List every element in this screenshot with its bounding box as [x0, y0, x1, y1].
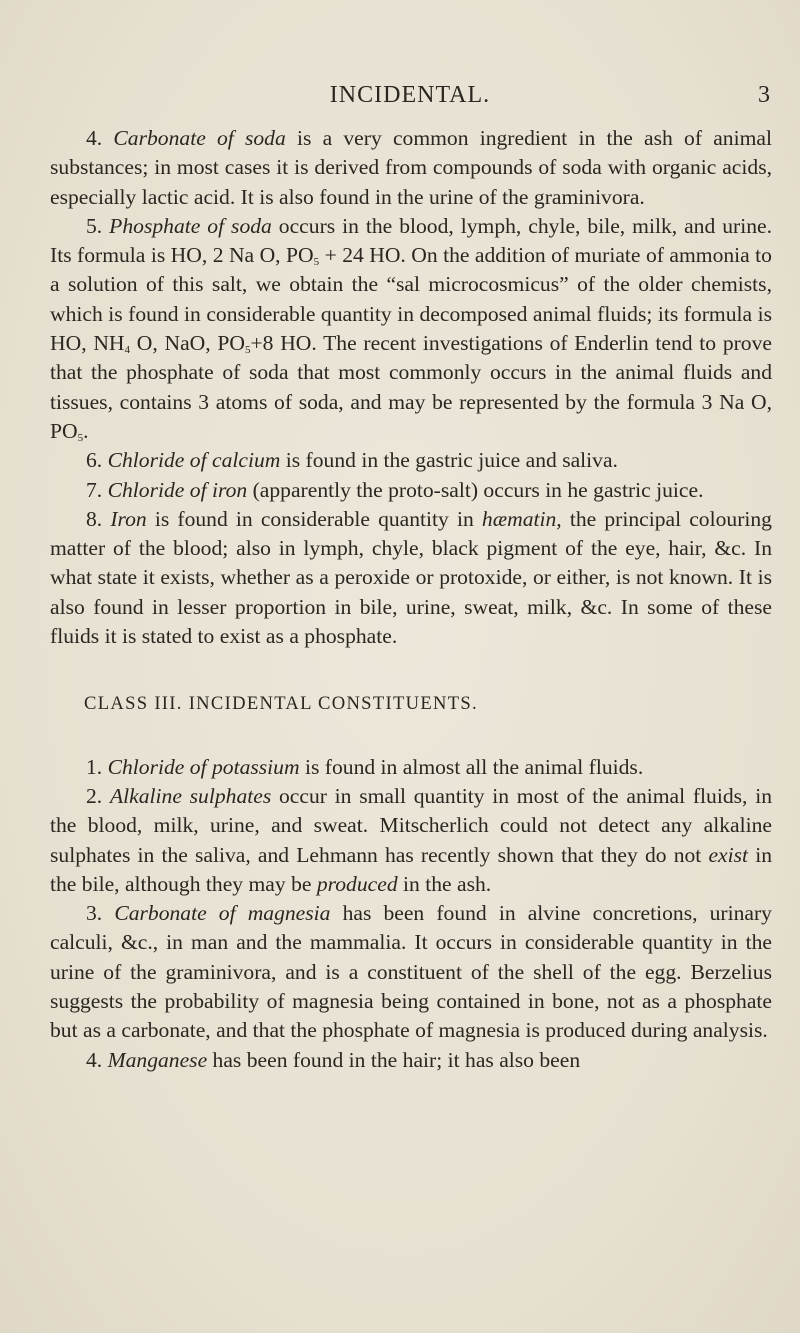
item-number: 1.	[86, 754, 103, 779]
item-text: has been found in the hair; it has also been	[207, 1047, 581, 1072]
paragraph-carbonate-of-soda	[50, 124, 772, 212]
item-text: is a very common ingredient in the ash of animal substances; in most cases it is derived from compounds of soda with organic acids, especially lactic acid. It is also found in the urine of the graminivora.	[50, 126, 772, 209]
paragraph-chloride-of-potassium	[50, 753, 772, 782]
emphasis: hæmatin,	[481, 506, 562, 531]
item-lead: Chloride of potassium	[107, 754, 300, 779]
item-text: in the bile, although they may be	[50, 842, 772, 896]
subscript: 5	[313, 256, 320, 269]
item-number: 2.	[86, 783, 103, 808]
item-number: 7.	[86, 477, 103, 502]
section-heading: CLASS III. INCIDENTAL CONSTITUENTS.	[84, 693, 478, 715]
item-number: 3.	[86, 901, 103, 926]
paragraph-iron	[50, 505, 772, 651]
item-lead: Iron	[110, 506, 147, 531]
item-lead: Chloride of calcium	[107, 448, 281, 473]
emphasis: exist	[708, 842, 749, 867]
subscript: 4	[124, 344, 131, 357]
page-number: 3	[758, 82, 770, 108]
subscript: 5	[244, 344, 251, 357]
emphasis: produced	[316, 871, 398, 896]
item-text: +8 HO. The recent investigations of Enderlin tend to prove that the phosphate of soda that most commonly occurs in the animal fluids and tissues, contains 3 atoms of soda, and may be represented by the formula 3 Na O, PO	[50, 331, 772, 443]
item-lead: Alkaline sulphates	[109, 783, 272, 808]
item-text: has been found in alvine concretions, urinary calculi, &c., in man and the mammalia. It occurs in considerable quantity in the urine of the graminivora, and is a constituent of the shell of the egg. Berzelius suggests the probability of magnesia being contained in bone, not as a phosphate but as a carbonate, and that the phosphate of magnesia is produced during analysis.	[50, 901, 772, 1043]
item-text: is found in almost all the animal fluids.	[299, 754, 644, 779]
item-text: occur in small quantity in most of the animal fluids, in the blood, milk, urine, and sweat. Mitscherlich could not detect any alkaline sulphates in the saliva, and Lehmann has recently shown that they do not	[50, 783, 772, 867]
subscript: 5	[77, 431, 84, 444]
item-lead: Chloride of iron	[107, 477, 248, 502]
item-number: 4.	[86, 1047, 103, 1072]
item-lead: Phosphate of soda	[109, 213, 272, 238]
item-number: 5.	[86, 213, 103, 238]
paragraph-carbonate-of-magnesia	[50, 899, 772, 1045]
paragraph-phosphate-of-soda	[50, 212, 772, 446]
item-lead: Carbonate of soda	[113, 126, 286, 150]
item-text: is found in the gastric juice and saliva.	[280, 448, 618, 473]
paragraph-manganese	[50, 1046, 772, 1075]
item-text: .	[83, 418, 89, 443]
item-text: (apparently the proto-salt) occurs in he gastric juice.	[247, 477, 704, 502]
item-number: 8.	[86, 506, 103, 531]
item-lead: Manganese	[107, 1047, 208, 1072]
item-text: in the ash.	[397, 871, 492, 896]
running-title: INCIDENTAL.	[329, 82, 491, 108]
running-header	[50, 80, 770, 110]
paragraph-alkaline-sulphates	[50, 782, 772, 899]
item-text: the principal colouring matter of the blood; also in lymph, chyle, black pigment of the eye, hair, &c. In what state it exists, whether as a peroxide or protoxide, or either, is not known. It is also found in lesser proportion in bile, urine, sweat, milk, &c. In some of these fluids it is stated to exist as a phosphate.	[50, 506, 772, 649]
item-text: + 24 HO. On the addition of muriate of ammonia to a solution of this salt, we obtain the “sal microcosmicus” of the older chemists, which is found in considerable quantity in decomposed animal fluids; its formula is HO, NH	[50, 243, 772, 356]
item-text: occurs in the blood, lymph, chyle, bile, milk, and urine. Its formula is HO, 2 Na O, PO	[50, 213, 772, 268]
item-number: 6.	[86, 448, 103, 473]
item-text: O, NaO, PO	[130, 331, 245, 356]
paragraph-chloride-of-calcium	[50, 446, 772, 475]
item-text: is found in considerable quantity in	[146, 506, 482, 531]
paragraph-chloride-of-iron	[50, 476, 772, 505]
item-lead: Carbonate of magnesia	[114, 901, 331, 926]
item-number: 4.	[86, 126, 103, 150]
page-body	[50, 124, 772, 1075]
